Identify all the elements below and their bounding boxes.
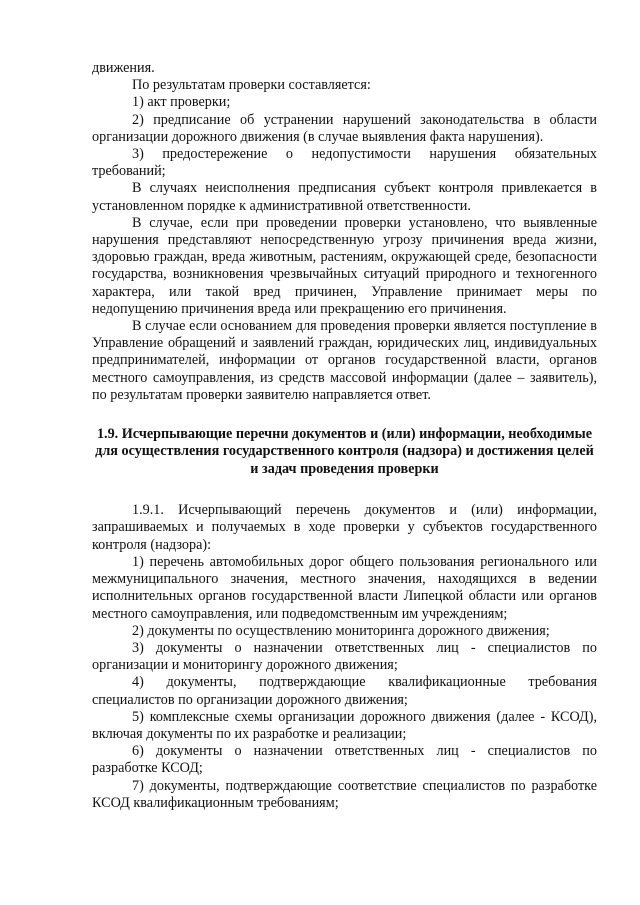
paragraph: В случае если основанием для проведения проверки является поступление в Управление обращений и заявлений граждан, юридических лиц, индивидуальных предпринимателей, информации от органов государственной власти, органов местного самоуправления, из средств массовой информации (далее – заявитель), по результатам проверки заявителю направляется ответ. [92,318,597,403]
list-item: 3) документы о назначении ответственных лиц - специалистов по организации и мониторингу дорожного движения; [92,639,597,674]
paragraph: 1) акт проверки; [132,94,231,111]
list-item: 6) документы о назначении ответственных лиц - специалистов по разработке КСОД; [92,743,597,777]
paragraph: В случае, если при проведении проверки установлено, что выявленные нарушения представляют непосредственную угрозу причинения вреда жизни, здоровью граждан, вреда животным, растениям, окружающей среде, безопасности государства, возникновения чрезвычайных ситуаций природного и техногенного характера, или такой вред причинен, Управление принимает меры по недопущению причинения вреда или прекращению его причинения. [92,214,597,317]
list-item: 7) документы, подтверждающие соответствие специалистов по разработке КСОД квалификационным требованиям; [92,777,597,811]
document-page [92,60,597,812]
section-heading: 1.9. Исчерпывающие перечни документов и (или) информации, необходимые для осуществления государственного контроля (надзора) и достижения целей и задач проведения проверки [95,426,594,477]
paragraph: 3) предостережение о недопустимости нарушения обязательных требований; [92,146,597,180]
paragraph: 1.9.1. Исчерпывающий перечень документов и (или) информации, запрашиваемых и получаемых в ходе проверки у субъектов государственного контроля (надзора): [92,502,597,553]
list-item: 4) документы, подтверждающие квалификационные требования специалистов по организации дорожного движения; [92,674,597,708]
list-item: 1) перечень автомобильных дорог общего пользования регионального или межмуниципального значения, местного значения, находящихся в ведении исполнительных органов государственной власти Липецкой области или органов местного самоуправления, или подведомственным им учреждениям; [92,553,597,622]
lead-fragment: движения. [92,60,155,76]
paragraph: 2) предписание об устранении нарушений законодательства в области организации дорожного движения (в случае выявления факта нарушения). [92,111,597,145]
list-item: 5) комплексные схемы организации дорожного движения (далее - КСОД), включая документы по их разработке и реализации; [92,708,597,742]
paragraph: В случаях неисполнения предписания субъект контроля привлекается в установленном порядке к административной ответственности. [92,180,597,214]
spacer [92,478,597,502]
paragraph: По результатам проверки составляется: [132,77,371,94]
list-item: 2) документы по осуществлению мониторинга дорожного движения; [132,622,550,639]
